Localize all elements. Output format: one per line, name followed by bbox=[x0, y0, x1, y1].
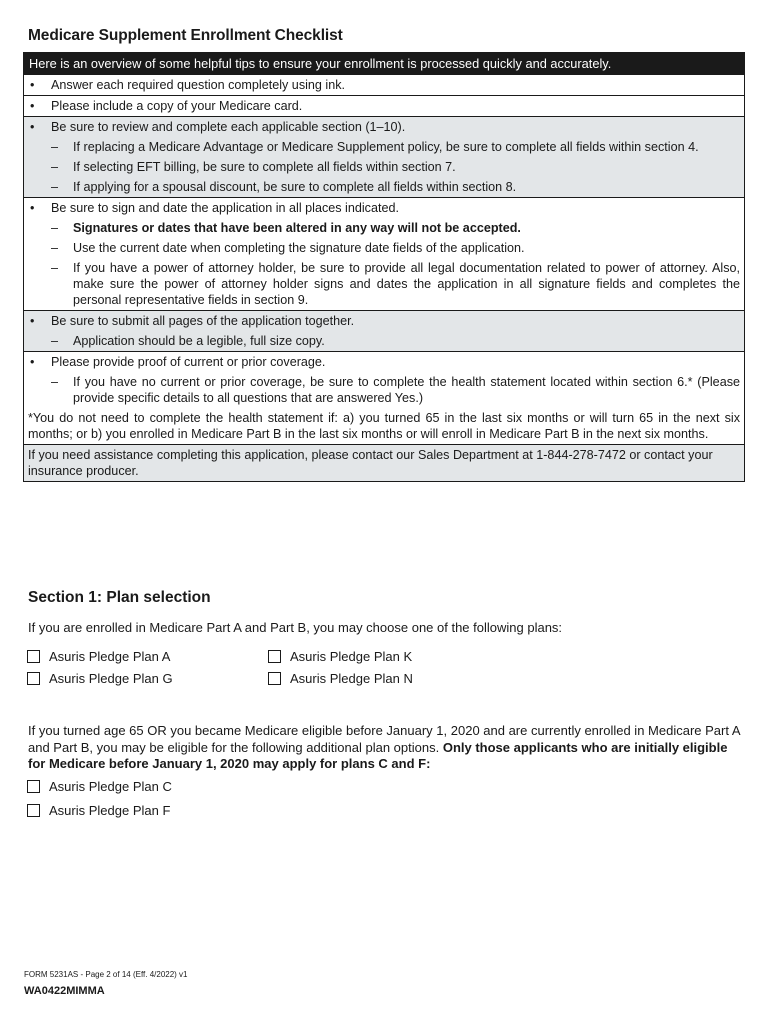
dash-mark: – bbox=[51, 180, 59, 194]
plan-k-checkbox[interactable] bbox=[268, 649, 412, 664]
checklist-item-text: Please provide proof of current or prior coverage. bbox=[51, 355, 326, 369]
plan-c-checkbox[interactable] bbox=[27, 779, 172, 794]
checkbox-box[interactable] bbox=[27, 804, 40, 817]
checklist-row bbox=[24, 310, 744, 351]
enrollment-checklist bbox=[23, 52, 745, 482]
eligibility-bold-text: Only those applicants who are initially eligible for Medicare before January 1, 2020 may apply for plans C and F: bbox=[28, 739, 728, 771]
checklist-item-text: Answer each required question completely using ink. bbox=[51, 78, 346, 92]
dash-mark: – bbox=[51, 241, 59, 255]
section-title: Section 1: Plan selection bbox=[28, 589, 211, 606]
checklist-subitem-text: Application should be a legible, full size copy. bbox=[73, 334, 325, 348]
dash-mark: – bbox=[51, 334, 59, 348]
eligibility-paragraph bbox=[28, 723, 744, 773]
bullet-mark: • bbox=[30, 355, 35, 369]
page-title: Medicare Supplement Enrollment Checklist bbox=[28, 27, 343, 44]
checklist-row bbox=[24, 351, 744, 444]
form-id: FORM 5231AS - Page 2 of 14 (Eff. 4/2022) v1 bbox=[24, 970, 188, 979]
checklist-subitem-text: If selecting EFT billing, be sure to complete all fields within section 7. bbox=[73, 160, 456, 174]
dash-mark: – bbox=[51, 140, 59, 154]
plan-label: Asuris Pledge Plan N bbox=[290, 671, 413, 686]
section-intro: If you are enrolled in Medicare Part A and Part B, you may choose one of the following plans: bbox=[28, 620, 563, 635]
plan-g-checkbox[interactable] bbox=[27, 671, 173, 686]
dash-mark: – bbox=[51, 221, 59, 235]
checkbox-box[interactable] bbox=[27, 672, 40, 685]
dash-mark: – bbox=[51, 261, 59, 275]
checklist-item-text: Please include a copy of your Medicare card. bbox=[51, 99, 303, 113]
checkbox-box[interactable] bbox=[268, 650, 281, 663]
plan-f-checkbox[interactable] bbox=[27, 803, 170, 818]
checklist-row bbox=[24, 197, 744, 310]
bullet-mark: • bbox=[30, 120, 35, 134]
checkbox-box[interactable] bbox=[27, 780, 40, 793]
plan-label: Asuris Pledge Plan G bbox=[49, 671, 173, 686]
checklist-item-text: Be sure to sign and date the application in all places indicated. bbox=[51, 201, 399, 215]
health-statement-note: *You do not need to complete the health statement if: a) you turned 65 in the last six months or will turn 65 in the next six months; or b) you enrolled in Medicare Part B in the last six months or will enroll in Medicare Part B in the next six months. bbox=[28, 411, 740, 441]
checklist-row bbox=[24, 116, 744, 197]
eligibility-text: If you turned age 65 OR you became Medicare eligible before January 1, 2020 and are currently enrolled in Medicare Part A and Part B, you may be eligible for the following additional plan options. bbox=[28, 723, 740, 755]
checklist-subitem-text: If replacing a Medicare Advantage or Medicare Supplement policy, be sure to complete all fields within section 4. bbox=[73, 140, 699, 154]
plan-label: Asuris Pledge Plan A bbox=[49, 649, 171, 664]
plan-label: Asuris Pledge Plan C bbox=[49, 779, 172, 794]
bullet-mark: • bbox=[30, 314, 35, 328]
bullet-mark: • bbox=[30, 99, 35, 113]
dash-mark: – bbox=[51, 160, 59, 174]
checklist-row bbox=[24, 74, 744, 95]
checklist-subitem-text: If applying for a spousal discount, be sure to complete all fields within section 8. bbox=[73, 180, 517, 194]
dash-mark: – bbox=[51, 375, 59, 389]
plan-label: Asuris Pledge Plan K bbox=[290, 649, 413, 664]
checklist-item-text: Be sure to submit all pages of the application together. bbox=[51, 314, 355, 328]
checkbox-box[interactable] bbox=[268, 672, 281, 685]
bullet-mark: • bbox=[30, 78, 35, 92]
assistance-note: If you need assistance completing this application, please contact our Sales Department at 1-844-278-7472 or contact your insurance producer. bbox=[24, 444, 744, 481]
bullet-mark: • bbox=[30, 201, 35, 215]
plan-n-checkbox[interactable] bbox=[268, 671, 413, 686]
checklist-subitem-text: Use the current date when completing the signature date fields of the application. bbox=[73, 241, 525, 255]
checklist-item-text: Be sure to review and complete each applicable section (1–10). bbox=[51, 120, 406, 134]
checkbox-box[interactable] bbox=[27, 650, 40, 663]
plan-label: Asuris Pledge Plan F bbox=[49, 803, 171, 818]
checklist-subitem-text: If you have no current or prior coverage, be sure to complete the health statement located within section 6.* (Please provide specific details to all questions that are answered Yes.) bbox=[73, 375, 740, 405]
checklist-row bbox=[24, 95, 744, 116]
checklist-subitem-text: Signatures or dates that have been altered in any way will not be accepted. bbox=[73, 221, 521, 235]
checklist-subitem-text: If you have a power of attorney holder, be sure to provide all legal documentation related to power of attorney. Also, make sure the power of attorney holder signs and dates the application in all signature fields and completes the personal representative fields in section 9. bbox=[73, 261, 740, 307]
checklist-header: Here is an overview of some helpful tips to ensure your enrollment is processed quickly and accurately. bbox=[24, 53, 744, 74]
form-code: WA0422MIMMA bbox=[24, 985, 105, 997]
plan-a-checkbox[interactable] bbox=[27, 649, 170, 664]
